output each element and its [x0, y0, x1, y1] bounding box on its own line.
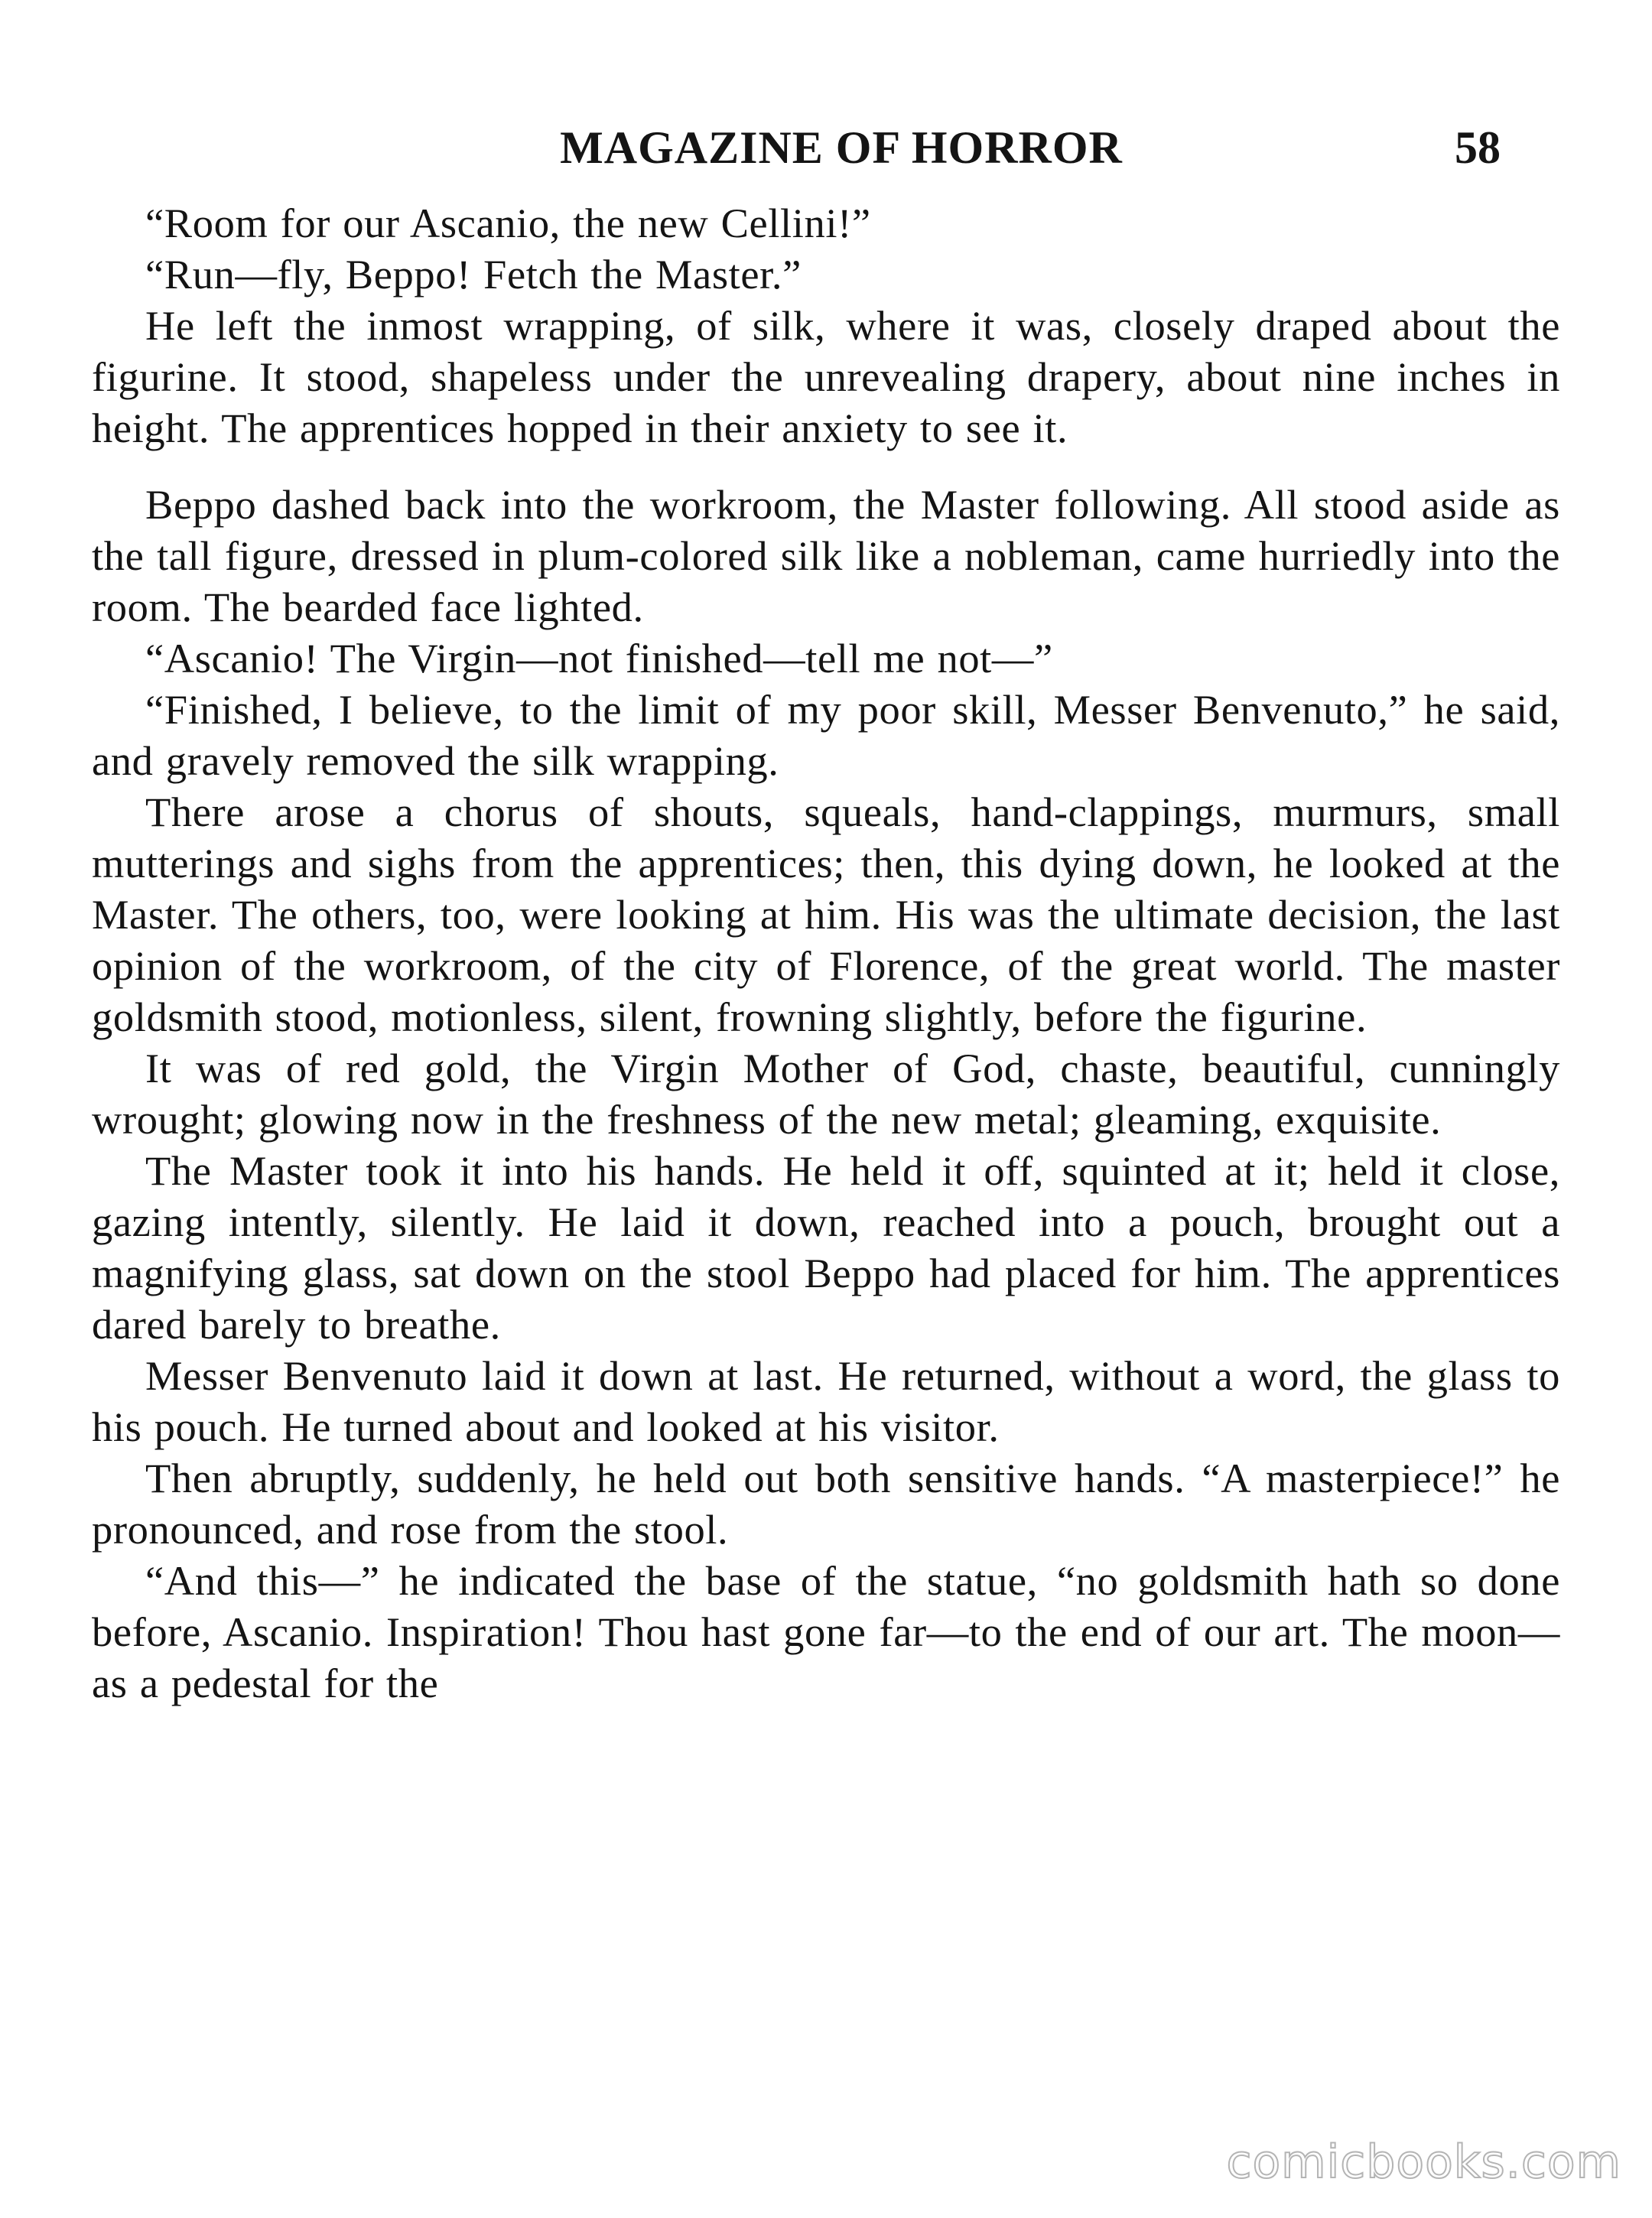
paragraph: The Master took it into his hands. He held it off, squinted at it; held it close, gazing intently, silently. He laid it down, reached into a pouch, brought out a magnifying glass, sat down on the stool Beppo had placed for him. The apprentices dared barely to breathe. — [92, 1147, 1560, 1348]
paragraph: Beppo dashed back into the workroom, the Master following. All stood aside as the tall figure, dressed in plum-colored silk like a nobleman, came hurriedly into the room. The bearded face lighted. — [92, 481, 1560, 630]
paragraph: Messer Benvenuto laid it down at last. He returned, without a word, the glass to his pouch. He turned about and looked at his visitor. — [92, 1352, 1560, 1450]
story-text — [92, 197, 1560, 1709]
paragraph: There arose a chorus of shouts, squeals, hand-clappings, murmurs, small mutterings and sighs from the apprentices; then, this dying down, he looked at the Master. The others, too, were looking at him. His was the ultimate decision, the last opinion of the workroom, of the city of Florence, of the great world. The master goldsmith stood, motionless, silent, frowning slightly, before the figurine. — [92, 789, 1560, 1040]
paragraph: He left the inmost wrapping, of silk, where it was, closely draped about the figurine. It stood, shapeless under the unrevealing drapery, about nine inches in height. The apprentices hopped in their anxiety to see it. — [92, 302, 1560, 451]
paragraph: “Finished, I believe, to the limit of my poor skill, Messer Benvenuto,” he said, and gravely removed the silk wrapping. — [92, 686, 1560, 784]
paragraph: Then abruptly, suddenly, he held out both sensitive hands. “A masterpiece!” he pronounced, and rose from the stool. — [92, 1455, 1560, 1553]
paragraph: It was of red gold, the Virgin Mother of God, chaste, beautiful, cunningly wrought; glowing now in the freshness of the new metal; gleaming, exquisite. — [92, 1045, 1560, 1143]
paragraph: “Ascanio! The Virgin—not finished—tell me not—” — [145, 635, 1053, 681]
paragraph: “Run—fly, Beppo! Fetch the Master.” — [145, 251, 802, 298]
running-head — [92, 113, 1560, 182]
source-watermark: comicbooks.com — [1226, 2135, 1621, 2189]
paragraph: “Room for our Ascanio, the new Cellini!” — [145, 200, 871, 246]
page-number: 58 — [1455, 122, 1501, 173]
paragraph: “And this—” he indicated the base of the statue, “no goldsmith hath so done before, Ascanio. Inspiration! Thou hast gone far—to the end of our art. The moon—as a pedestal for the — [92, 1557, 1560, 1706]
magazine-title: MAGAZINE OF HORROR — [560, 122, 1123, 173]
